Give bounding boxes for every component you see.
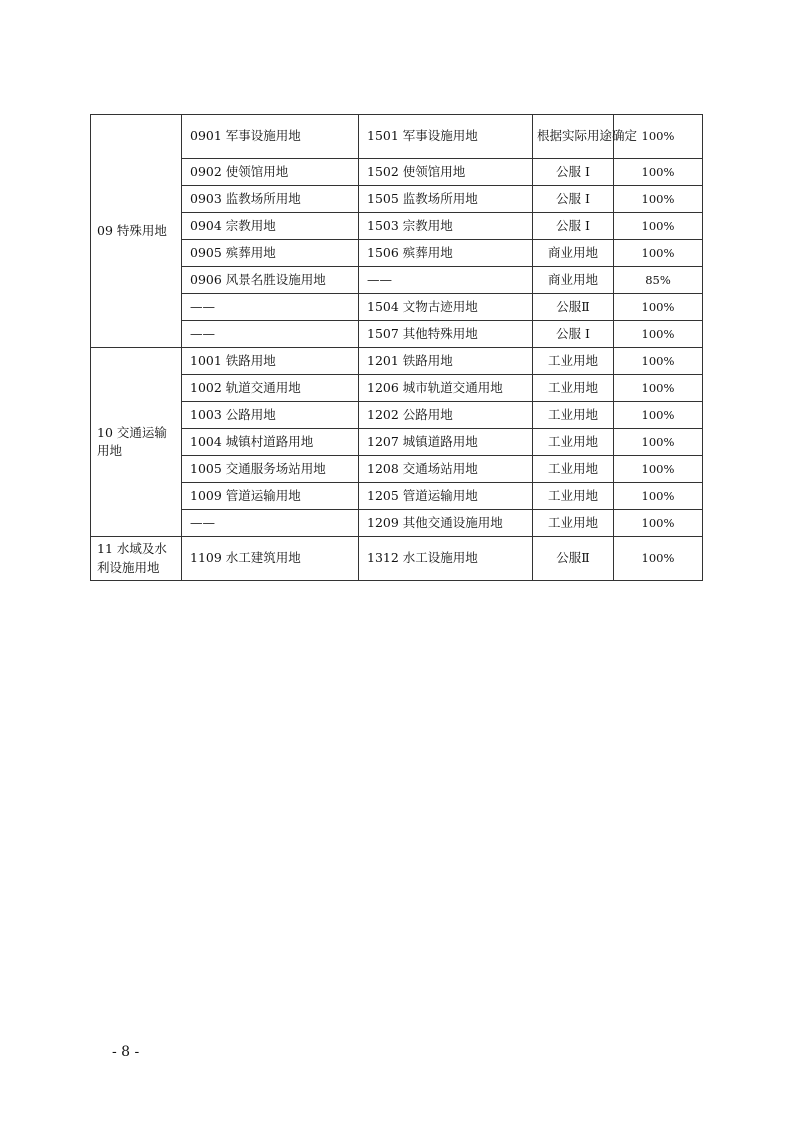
table-row — [91, 321, 703, 348]
old-code-cell: 1009 管道运输用地 — [182, 483, 359, 510]
ratio-cell: 100% — [614, 186, 703, 213]
new-code-cell: 1505 监教场所用地 — [359, 186, 533, 213]
category-cell: 工业用地 — [533, 375, 614, 402]
ratio-cell: 100% — [614, 429, 703, 456]
old-code-cell: 1004 城镇村道路用地 — [182, 429, 359, 456]
old-code-cell: 0904 宗教用地 — [182, 213, 359, 240]
ratio-cell: 100% — [614, 375, 703, 402]
group-name: 09 特殊用地 — [91, 115, 182, 348]
category-cell: 工业用地 — [533, 483, 614, 510]
new-code-cell: 1503 宗教用地 — [359, 213, 533, 240]
old-code-cell: —— — [182, 321, 359, 348]
table-row — [91, 402, 703, 429]
new-code-cell: 1201 铁路用地 — [359, 348, 533, 375]
ratio-cell: 100% — [614, 483, 703, 510]
ratio-cell: 100% — [614, 537, 703, 581]
table-row — [91, 510, 703, 537]
new-code-cell: 1208 交通场站用地 — [359, 456, 533, 483]
table-row — [91, 213, 703, 240]
category-cell: 根据实际用途确定 — [533, 115, 614, 159]
old-code-cell: 1005 交通服务场站用地 — [182, 456, 359, 483]
table-row — [91, 375, 703, 402]
category-cell: 工业用地 — [533, 429, 614, 456]
old-code-cell: 1002 轨道交通用地 — [182, 375, 359, 402]
category-cell: 公服 I — [533, 159, 614, 186]
new-code-cell: 1504 文物古迹用地 — [359, 294, 533, 321]
page-number: - 8 - — [112, 1044, 140, 1060]
category-cell: 公服Ⅱ — [533, 537, 614, 581]
table-row — [91, 483, 703, 510]
old-code-cell: —— — [182, 294, 359, 321]
category-cell: 公服 I — [533, 186, 614, 213]
table-row — [91, 186, 703, 213]
old-code-cell: 0903 监教场所用地 — [182, 186, 359, 213]
ratio-cell: 85% — [614, 267, 703, 294]
ratio-cell: 100% — [614, 240, 703, 267]
table-row — [91, 456, 703, 483]
ratio-cell: 100% — [614, 348, 703, 375]
category-cell: 公服 I — [533, 321, 614, 348]
group-name: 10 交通运输用地 — [91, 348, 182, 537]
new-code-cell: 1207 城镇道路用地 — [359, 429, 533, 456]
new-code-cell: 1502 使领馆用地 — [359, 159, 533, 186]
category-cell: 工业用地 — [533, 348, 614, 375]
new-code-cell: —— — [359, 267, 533, 294]
new-code-cell: 1205 管道运输用地 — [359, 483, 533, 510]
old-code-cell: 0905 殡葬用地 — [182, 240, 359, 267]
old-code-cell: 0901 军事设施用地 — [182, 115, 359, 159]
ratio-cell: 100% — [614, 456, 703, 483]
new-code-cell: 1202 公路用地 — [359, 402, 533, 429]
ratio-cell: 100% — [614, 294, 703, 321]
category-cell: 工业用地 — [533, 402, 614, 429]
ratio-cell: 100% — [614, 402, 703, 429]
ratio-cell: 100% — [614, 510, 703, 537]
new-code-cell: 1501 军事设施用地 — [359, 115, 533, 159]
group-name: 11 水域及水利设施用地 — [91, 537, 182, 581]
old-code-cell: 0902 使领馆用地 — [182, 159, 359, 186]
new-code-cell: 1312 水工设施用地 — [359, 537, 533, 581]
ratio-cell: 100% — [614, 321, 703, 348]
table-row — [91, 537, 703, 581]
table-row — [91, 115, 703, 159]
table-row — [91, 159, 703, 186]
category-cell: 工业用地 — [533, 510, 614, 537]
ratio-cell: 100% — [614, 213, 703, 240]
ratio-cell: 100% — [614, 115, 703, 159]
category-cell: 商业用地 — [533, 267, 614, 294]
new-code-cell: 1209 其他交通设施用地 — [359, 510, 533, 537]
land-use-conversion-table — [90, 114, 703, 581]
new-code-cell: 1507 其他特殊用地 — [359, 321, 533, 348]
old-code-cell: 1001 铁路用地 — [182, 348, 359, 375]
table-row — [91, 294, 703, 321]
category-cell: 工业用地 — [533, 456, 614, 483]
new-code-cell: 1506 殡葬用地 — [359, 240, 533, 267]
category-cell: 公服Ⅱ — [533, 294, 614, 321]
table-row — [91, 267, 703, 294]
old-code-cell: 0906 风景名胜设施用地 — [182, 267, 359, 294]
new-code-cell: 1206 城市轨道交通用地 — [359, 375, 533, 402]
ratio-cell: 100% — [614, 159, 703, 186]
table-row — [91, 240, 703, 267]
old-code-cell: —— — [182, 510, 359, 537]
old-code-cell: 1003 公路用地 — [182, 402, 359, 429]
table-row — [91, 429, 703, 456]
category-cell: 商业用地 — [533, 240, 614, 267]
table-row — [91, 348, 703, 375]
old-code-cell: 1109 水工建筑用地 — [182, 537, 359, 581]
category-cell: 公服 I — [533, 213, 614, 240]
